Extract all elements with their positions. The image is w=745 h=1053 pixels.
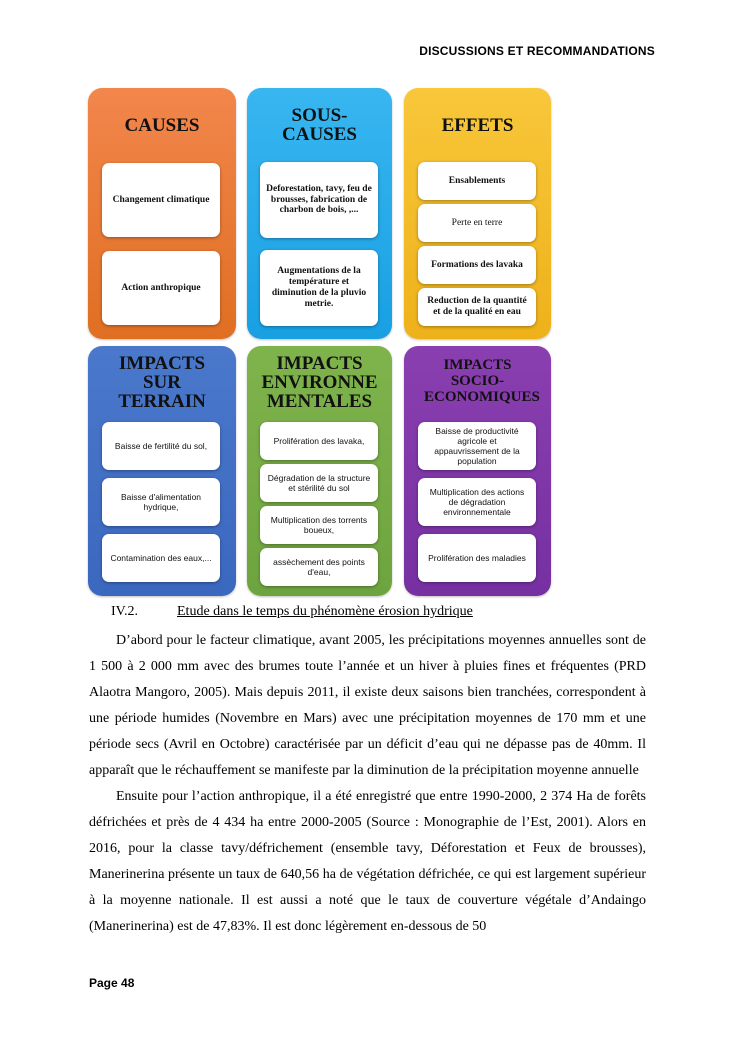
- cause-box: [102, 251, 220, 325]
- sous-causes-title: SOUS-CAUSES: [282, 105, 357, 145]
- impact-env-box: [260, 464, 378, 502]
- impact-env-box: [260, 422, 378, 460]
- effet-box: [418, 246, 536, 284]
- impacts-terrain-title: IMPACTS SUR TERRAIN: [118, 353, 206, 412]
- impact-env-label: assèchement des points d'eau,: [273, 556, 365, 577]
- impact-env-box: [260, 506, 378, 544]
- impact-env-label: Prolifération des lavaka,: [273, 435, 365, 446]
- impacts-env-title: IMPACTS ENVIRONNE MENTALES: [261, 353, 378, 412]
- impacts-env-card: [247, 346, 392, 596]
- impact-socio-box: [418, 534, 536, 582]
- effet-label: Ensablements: [448, 175, 506, 186]
- cause-box: [102, 163, 220, 237]
- effet-label: Formations des lavaka: [431, 259, 523, 270]
- impact-terrain-box: [102, 422, 220, 470]
- effets-title: EFFETS: [441, 115, 514, 136]
- effet-box: [418, 162, 536, 200]
- page-number: Page 48: [89, 976, 135, 990]
- paragraph: D’abord pour le facteur climatique, avant 2005, les précipitations moyennes annuelles sont de 1 500 à 2 000 mm avec des brumes toute l’année et un hiver à pluies fines et fréquentes (PRD Alaotra Mangoro, 2005). Mais depuis 2011, il existe deux saisons bien tranchées, correspondent à une période humides (Novembre en Mars) avec une précipitation moyennes de 170 mm et une période secs (Avril en Octobre) caractérisée par un déficit d’eau qui ne dépasse pas de 40mm. Il apparaît que le réchauffement se manifeste par la diminution de la précipitation moyenne annuelle: [89, 633, 646, 778]
- impact-env-label: Dégradation de la structure et stérilité du sol: [267, 472, 371, 493]
- running-header: DISCUSSIONS ET RECOMMANDATIONS: [419, 44, 655, 58]
- impact-env-box: [260, 548, 378, 586]
- effet-label: Reduction de la quantité et de la qualité en eau: [427, 296, 527, 317]
- sous-causes-card: [247, 88, 392, 339]
- paragraph: Ensuite pour l’action anthropique, il a été enregistré que entre 1990-2000, 2 374 Ha de forêts défrichées et près de 4 434 ha entre 2000-2005 (Source : Monographie de l’Est, 2001). Alors en 2016, pour la classe tavy/défrichement (ensemble tavy, Déforestation et Feux de brousses), Manerinerina présente un taux de 640,56 ha de végétation défrichée, ce qui est largement supérieur à la moyenne nationale. Il est aussi a noté que le taux de couverture végétale d’Andaingo (Manerinerina) est de 47,83%. Il est donc légèrement en-dessous de 50: [89, 789, 646, 934]
- causes-card: [88, 88, 236, 339]
- body-text: [89, 628, 646, 940]
- impact-socio-label: Multiplication des actions de dégradation environnementale: [429, 486, 525, 518]
- impact-terrain-label: Baisse de fertilité du sol,: [114, 440, 208, 451]
- impact-socio-label: Baisse de productivité agricole et appauvrissement de la population: [434, 425, 520, 467]
- sous-cause-box: [260, 162, 378, 238]
- causes-title: CAUSES: [124, 115, 200, 136]
- effets-card: [404, 88, 551, 339]
- impacts-socio-title: IMPACTS SOCIO-ECONOMIQUES: [424, 357, 540, 405]
- section-number: IV.2.: [111, 604, 138, 619]
- sous-cause-label: Augmentations de la température et diminution de la pluvio metrie.: [271, 266, 367, 309]
- impacts-terrain-card: [88, 346, 236, 596]
- cause-label: Changement climatique: [112, 194, 210, 205]
- section-title: Etude dans le temps du phénomène érosion hydrique: [177, 604, 473, 619]
- impacts-socio-card: [404, 346, 551, 596]
- impact-env-label: Multiplication des torrents boueux,: [270, 514, 368, 535]
- impact-socio-box: [418, 478, 536, 526]
- effet-label: Perte en terre: [451, 217, 503, 228]
- impact-socio-label: Prolifération des maladies: [428, 552, 526, 563]
- impact-terrain-box: [102, 478, 220, 526]
- sous-cause-label: Deforestation, tavy, feu de brousses, fabrication de charbon de bois, ,...: [266, 183, 372, 216]
- impact-terrain-label: Contamination des eaux,...: [110, 552, 212, 563]
- impact-terrain-label: Baisse d'alimentation hydrique,: [120, 491, 202, 512]
- impact-socio-box: [418, 422, 536, 470]
- impact-terrain-box: [102, 534, 220, 582]
- sous-cause-box: [260, 250, 378, 326]
- section-heading: [111, 604, 473, 620]
- cause-label: Action anthropique: [121, 282, 201, 293]
- effet-box: [418, 204, 536, 242]
- effet-box: [418, 288, 536, 326]
